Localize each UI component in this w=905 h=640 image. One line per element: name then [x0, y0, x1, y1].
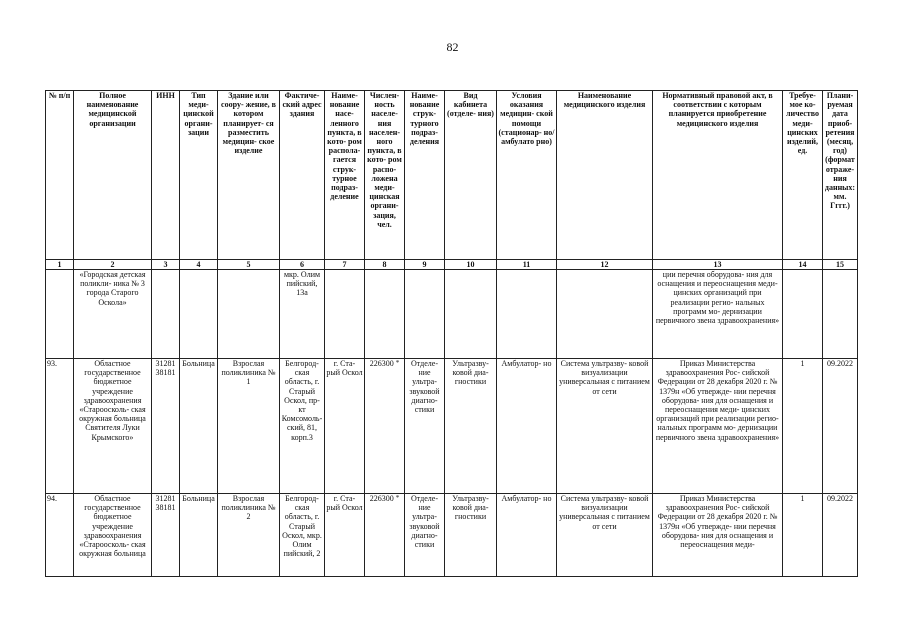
- org-type: Больница: [180, 494, 218, 577]
- header-cell: Плани- руемая дата приоб- ретения (месяц, год) (формат отраже- ния данных: мм. Гггг.): [823, 91, 858, 260]
- address: Белгород- ская область, г. Старый Оскол, пр-кт Комсомоль- ский, 81, корп.3: [280, 359, 325, 494]
- column-number: 13: [653, 260, 783, 270]
- header-cell: Наименование медицинского изделия: [557, 91, 653, 260]
- header-cell: Наиме- нование насе- ленного пункта, в кото- ром распола- гается струк- турное подраз- деление: [325, 91, 365, 260]
- population: [365, 270, 405, 359]
- header-cell: № п/п: [46, 91, 74, 260]
- org-type: [180, 270, 218, 359]
- locality: [325, 270, 365, 359]
- org-type: Больница: [180, 359, 218, 494]
- column-number: 5: [218, 260, 280, 270]
- conditions: Амбулатор- но: [497, 359, 557, 494]
- header-cell: Фактиче- ский адрес здания: [280, 91, 325, 260]
- header-cell: Нормативный правовой акт, в соответствии с которым планируется приобретение медицинского изделия: [653, 91, 783, 260]
- conditions: [497, 270, 557, 359]
- purchase-date: 09.2022: [823, 494, 858, 577]
- legal-act: ции перечня оборудова- ния для оснащения и переоснащения меди- цинских организаций при реализации регио- нальных программ мо- дернизации первичного звена здравоохранения»: [653, 270, 783, 359]
- column-number: 9: [405, 260, 445, 270]
- locality: г. Ста- рый Оскол: [325, 494, 365, 577]
- header-cell: Числен- ность населе- ния населен- ного пункта, в кото- ром распо- ложена меди- цинская органи- зация, чел.: [365, 91, 405, 260]
- column-number-row: [46, 260, 858, 270]
- device-name: Система ультразву- ковой визуализации универсальная с питанием от сети: [557, 494, 653, 577]
- header-cell: ИНН: [152, 91, 180, 260]
- conditions: Амбулатор- но: [497, 494, 557, 577]
- cabinet: Ультразву- ковой диа- гностики: [445, 494, 497, 577]
- column-number: 8: [365, 260, 405, 270]
- column-number: 7: [325, 260, 365, 270]
- column-number: 15: [823, 260, 858, 270]
- header-cell: Полное наименование медицинской организации: [74, 91, 152, 260]
- population: 226300 *: [365, 359, 405, 494]
- locality: г. Ста- рый Оскол: [325, 359, 365, 494]
- row-number: 94.: [46, 494, 74, 577]
- legal-act: Приказ Министерства здравоохранения Рос- сийской Федерации от 28 декабря 2020 г. № 1379н «Об утвержде- нии перечня оборудова- ния для оснащения и переоснащения меди-: [653, 494, 783, 577]
- header-cell: Вид кабинета (отделе- ния): [445, 91, 497, 260]
- address: мкр. Олим пийский, 13а: [280, 270, 325, 359]
- quantity: 1: [783, 359, 823, 494]
- purchase-date: 09.2022: [823, 359, 858, 494]
- inn: 31281 38181: [152, 494, 180, 577]
- header-cell: Наиме- нование струк- турного подраз- деления: [405, 91, 445, 260]
- table-row: [46, 494, 858, 577]
- column-number: 10: [445, 260, 497, 270]
- purchase-date: [823, 270, 858, 359]
- address: Белгород- ская область, г. Старый Оскол, мкр. Олим пийский, 2: [280, 494, 325, 577]
- row-number: [46, 270, 74, 359]
- division: Отделе- ние ультра- звуковой диагно- стики: [405, 359, 445, 494]
- inn: 31281 38181: [152, 359, 180, 494]
- building: [218, 270, 280, 359]
- page-number: 82: [446, 40, 459, 54]
- building: Взрослая поликлиника № 1: [218, 359, 280, 494]
- cabinet: Ультразву- ковой диа- гностики: [445, 359, 497, 494]
- inn: [152, 270, 180, 359]
- division: [405, 270, 445, 359]
- header-row: [46, 91, 858, 260]
- quantity: 1: [783, 494, 823, 577]
- column-number: 3: [152, 260, 180, 270]
- quantity: [783, 270, 823, 359]
- column-number: 6: [280, 260, 325, 270]
- table-row: [46, 270, 858, 359]
- row-number: 93.: [46, 359, 74, 494]
- table-row: [46, 359, 858, 494]
- column-number: 1: [46, 260, 74, 270]
- header-cell: Тип меди- цинской органи- зации: [180, 91, 218, 260]
- column-number: 11: [497, 260, 557, 270]
- org-name: Областное государственное бюджетное учреждение здравоохранения «Староосколь- ская окружная больница Святителя Луки Крымского»: [74, 359, 152, 494]
- column-number: 12: [557, 260, 653, 270]
- header-cell: Здание или соору- жение, в котором планирует- ся разместить медицин- ское изделие: [218, 91, 280, 260]
- cabinet: [445, 270, 497, 359]
- building: Взрослая поликлиника № 2: [218, 494, 280, 577]
- column-number: 4: [180, 260, 218, 270]
- population: 226300 *: [365, 494, 405, 577]
- legal-act: Приказ Министерства здравоохранения Рос- сийской Федерации от 28 декабря 2020 г. № 1379н «Об утвержде- нии перечня оборудова- ния для оснащения и переоснащения меди- цинских организаций при реализации регио- нальных программ мо- дернизации первичного звена здравоохранения»: [653, 359, 783, 494]
- header-cell: Условия оказания медицин- ской помощи (стационар- но/амбулато рно): [497, 91, 557, 260]
- org-name: Областное государственное бюджетное учреждение здравоохранения «Староосколь- ская окружная больница: [74, 494, 152, 577]
- column-number: 2: [74, 260, 152, 270]
- device-name: [557, 270, 653, 359]
- column-number: 14: [783, 260, 823, 270]
- org-name: «Городская детская поликли- ника № 3 города Старого Оскола»: [74, 270, 152, 359]
- equipment-table: [45, 90, 858, 577]
- header-cell: Требуе- мое ко- личество меди- цинских изделий, ед.: [783, 91, 823, 260]
- division: Отделе- ние ультра- звуковой диагно- стики: [405, 494, 445, 577]
- device-name: Система ультразву- ковой визуализации универсальная с питанием от сети: [557, 359, 653, 494]
